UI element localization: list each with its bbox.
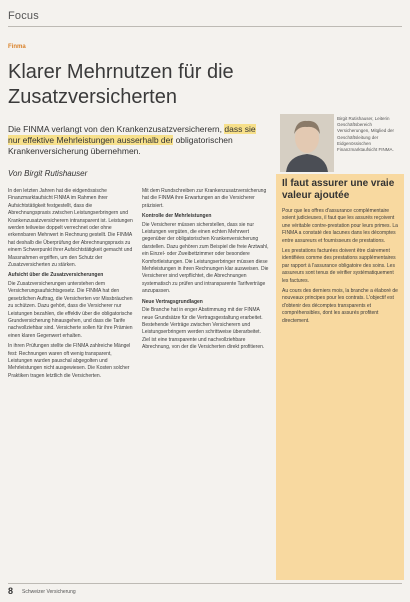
top-divider <box>8 26 402 27</box>
sidebar-title: Il faut assurer une vraie valeur ajoutée <box>282 178 395 201</box>
lead-paragraph <box>8 124 270 157</box>
section-label: Focus <box>8 10 39 22</box>
body-paragraph: In den letzten Jahren hat die eidgenössische Finanzmarktaufsicht FINMA im Rahmen ihrer Aufsichtstätigkeit festgestellt, dass die Abrechnungspraxis zwischen Leistungserbringern und Krankenzusatzversicherern intransparent ist. Leistungen werden teilweise doppelt verrechnet oder ohne erkennbaren Mehrwert in Rechnung gestellt. Die FINMA hat deshalb die Überprüfung der Abrechnungspraxis zu einem Schwerpunkt ihrer Aufsichtstätigkeit gemacht und Massnahmen ergriffen, um den Schutz der Zusatzversicherten zu stärken. <box>8 188 133 269</box>
sidebar-paragraph: Pour que les offres d'assurance complémentaire soient judicieuses, il faut que les assurés reçoivent une véritable contre-prestation pour leurs primes. La FINMA a constaté des lacunes dans les décomptes entre assureurs et fournisseurs de prestations. <box>282 208 398 244</box>
body-paragraph: Die Zusatzversicherungen unterstehen dem Versicherungsaufsichtsgesetz. Die FINMA hat den gesetzlichen Auftrag, die Versicherten vor Missbräuchen zu schützen. Dazu gehört, dass die Versicherer nur Leistungen bezahlen, die effektiv über die obligatorische Grundversicherung hinausgehen, und dass die Tarife nachvollziehbar sind. Versicherte sollen für ihre Prämien einen klaren Gegenwert erhalten. <box>8 280 133 339</box>
author-portrait <box>280 114 334 172</box>
body-paragraph: Die Versicherer müssen sicherstellen, dass sie nur Leistungen vergüten, die einen echten Mehrwert gegenüber der obligatorischen Krankenversicherung darstellen. Dazu gehören zum Beispiel die freie Arztwahl, ein Einzel- oder Zweibettzimmer oder besondere Komfortleistungen. Die Leistungserbringer müssen diese Mehrleistungen in ihren Rechnungen klar ausweisen. Die Versicherer sind verpflichtet, die Abrechnungen systematisch zu prüfen und intransparente Tarifverträge anzupassen. <box>142 221 269 295</box>
subheading: Aufsicht über die Zusatzversicherungen <box>8 272 104 279</box>
lead-text-end: obligatorischen Krankenversicherung übernehmen. <box>8 135 233 156</box>
body-paragraph: In ihren Prüfungen stellte die FINMA zahlreiche Mängel fest: Rechnungen waren oft wenig transparent, Leistungen wurden pauschal abgegolten und Mehrleistungen nicht ausgewiesen. Die Kosten solcher Praktiken tragen letztlich die Versicherten. <box>8 343 131 379</box>
sidebar-paragraph: Au cours des derniers mois, la branche a élaboré de nouveaux principes pour les contrats. L'objectif est d'obtenir des décomptes transparents et compréhensibles, dont les assurés profitent directement. <box>282 288 398 324</box>
portrait-caption: Birgit Rutishauser, Leiterin Geschäftsbereich Versicherungen, Mitglied der Geschäftsleitung der Eidgenössischen Finanzmarktaufsicht FINMA. <box>337 116 395 153</box>
subheading: Kontrolle der Mehrleistungen <box>142 213 212 220</box>
body-paragraph: Mit dem Rundschreiben zur Krankenzusatzversicherung hat die FINMA ihre Erwartungen an die Versicherer präzisiert. <box>142 188 267 209</box>
body-column-2 <box>142 188 269 580</box>
body-column-1 <box>8 188 135 580</box>
lead-text-start: Die FINMA verlangt von den Krankenzusatzversicherern, <box>8 124 225 134</box>
kicker: Finma <box>8 44 26 50</box>
body-paragraph: Die Branche hat in enger Abstimmung mit der FINMA neue Grundsätze für die Vertragsgestaltung erarbeitet. Bestehende Verträge zwischen Versicherern und Leistungserbringern werden schrittweise überarbeitet. Ziel ist eine transparente und nachvollziehbare Abrechnung, von der die Versicherten direkt profitieren. <box>142 307 265 351</box>
subheading: Neue Vertragsgrundlagen <box>142 298 203 305</box>
page-number: 8 <box>8 586 14 596</box>
sidebar-paragraph: Les prestations facturées doivent être clairement identifiées comme des prestations supplémentaires par rapport à l'assurance obligatoire des soins. Les assureurs sont tenus de vérifier systématiquement les factures. <box>282 248 396 284</box>
lead-highlight: dass sie nur effektive Mehrleistungen ausserhalb der <box>8 124 256 145</box>
footer-source: Schweizer Versicherung <box>22 589 76 595</box>
bottom-divider <box>8 583 402 584</box>
author-byline: Von Birgit Rutishauser <box>8 169 88 178</box>
sidebar-text <box>282 208 400 574</box>
headline: Klarer Mehrnutzen für die Zusatzversicherten <box>8 61 234 108</box>
